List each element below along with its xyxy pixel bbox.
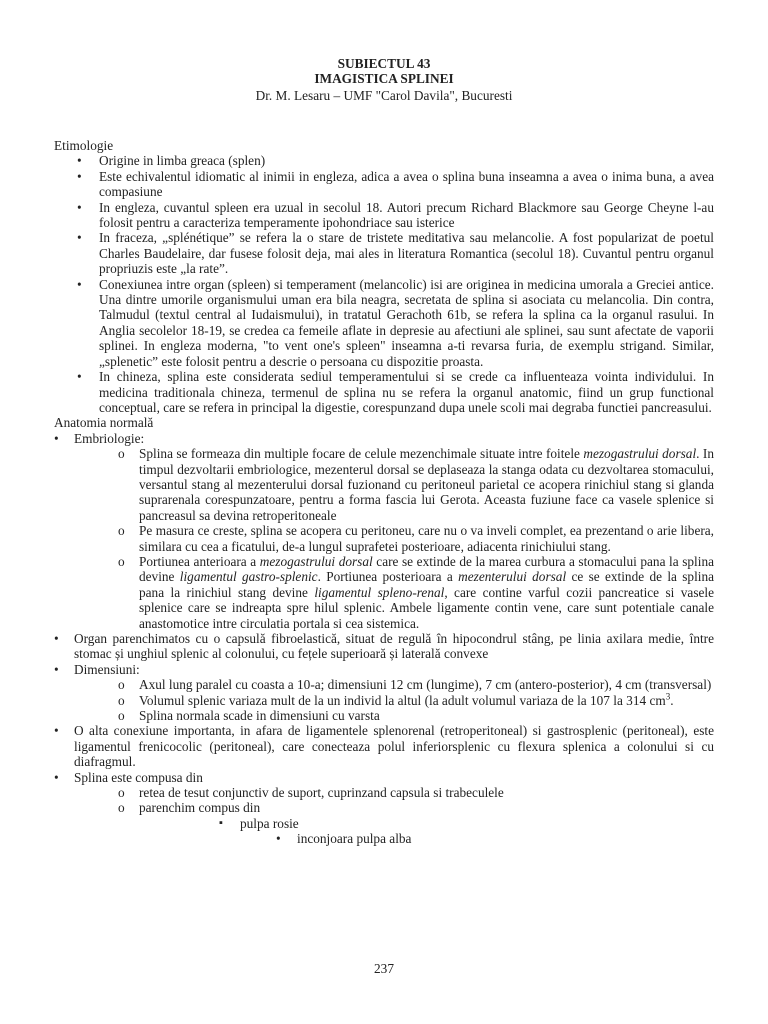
- anatomia-list: [54, 431, 714, 847]
- document-author: Dr. M. Lesaru – UMF "Carol Davila", Bucuresti: [255, 88, 513, 103]
- list-item: • Este echivalentul idiomatic al inimii in engleza, adica a avea o splina buna inseamna a avea o inima buna, a avea compasiune: [54, 169, 714, 200]
- compusa-label: Splina este compusa din: [74, 769, 203, 785]
- list-item-organ: • Organ parenchimatos cu o capsulă fibroelastică, situat de regulă în hipocondrul stâng, pe linia axilara medie, între stomac și unghiul splenic al colonului, cu fețele superioară și laterală convexe: [54, 631, 714, 662]
- list-item: • Conexiunea intre organ (spleen) si temperament (melancolic) isi are originea in medicina umorala a Greciei antice. Una dintre umorile organismului uman era bila neagra, secretata de splina si asociata cu melancolia. Din contra, Talmudul (textul central al Iudaismului), in tratatul Gerachoth 61b, se refera la splina ca la organul rasului. In Anglia secolelor 18-19, se credea ca femeile aflate in depresie au afectiuni ale splinei, sau sunt afectate de vaporii splinei. In engleza moderna, "to vent one's spleen" inseamna a-ti revarsa furia, de exemplu strigand. Similar, „splenetic” este folosit pentru a descrie o persoana cu dispozitie proasta.: [54, 277, 714, 369]
- list-item: o Splina se formeaza din multiple focare de celule mezenchimale situate intre foitele mezogastrului dorsal. In timpul dezvoltarii embriologice, mezenterul dorsal se deplaseaza la stanga odata cu dezvoltarea stomacului, versantul stang al mezenterului dorsal fuzionand cu peritoneul parietal ce acopera rinichiul stang si glanda suprarenala corespunzatoare, pentru a forma fascia lui Gerota. Aceasta fuziune face ca vasele splenice si pancreasul sa devina retroperitoneale: [118, 446, 714, 523]
- list-item: o Pe masura ce creste, splina se acopera cu peritoneu, care nu o va inveli complet, ea prezentand o arie libera, similara cu cea a ficatului, de-a lungul suprafetei posterioare, adiacenta rinichiului stang.: [118, 523, 714, 554]
- list-item: o Splina normala scade in dimensiuni cu varsta: [118, 708, 714, 723]
- embriologie-sublist: [118, 446, 714, 631]
- document-title: SUBIECTUL 43: [337, 56, 431, 71]
- list-item: o Volumul splenic variaza mult de la un individ la altul (la adult volumul variaza de la 107 la 314 $cm^3$.: [118, 693, 714, 708]
- parenchim-sublist: [219, 816, 714, 847]
- dimensiuni-sublist: [118, 677, 714, 723]
- list-item-compusa: [54, 770, 714, 847]
- list-item: o Portiunea anterioara a mezogastrului dorsal care se extinde de la marea curbura a stomacului pana la splina devine ligamentul gastro-splenic. Portiunea posterioara a mezenterului dorsal ce se extinde de la splina pana la rinichiul stang devine ligamentul spleno-renal, care contine varful cozii pancreatice si vasele splenice care se indreapta spre hilul splenic. Ambele ligamente contin vene, care sunt potentiale canale anastomotice intre circulatia portala si cea sistemica.: [118, 554, 714, 631]
- embriologie-label: Embriologie:: [74, 430, 145, 446]
- list-item: • Origine in limba greaca (splen): [54, 153, 714, 168]
- list-item: • In engleza, cuvantul spleen era uzual in secolul 18. Autori precum Richard Blackmore sau George Cheyne l-au folosit pentru a caracteriza temperamente ipohondriace sau isterice: [54, 200, 714, 231]
- list-item-embriologie: [54, 431, 714, 631]
- list-item: • In chineza, splina este considerata sediul temperamentului si se crede ca influenteaza vointa individului. In medicina traditionala chineza, termenul de splina nu se refera la organul anatomic, fiind un grup functional conceptual, care se refera in principal la digestie, corespunzand dupa unele scoli mai degraba functiei pancreasului.: [54, 369, 714, 415]
- list-item: o parenchim compus din ▪ pulpa rosie • inconjoara pulpa alba: [118, 800, 714, 846]
- list-item: o Axul lung paralel cu coasta a 10-a; dimensiuni 12 cm (lungime), 7 cm (antero-posterior), 4 cm (transversal): [118, 677, 714, 692]
- pulpa-sublist: [276, 831, 714, 846]
- list-item-dimensiuni: [54, 662, 714, 724]
- compusa-sublist: [118, 785, 714, 847]
- etimologie-list: [54, 153, 714, 415]
- list-item: ▪ pulpa rosie • inconjoara pulpa alba: [219, 816, 714, 847]
- list-item: • In fraceza, „splénétique” se refera la o stare de tristete meditativa sau melancolie. A fost popularizat de poetul Charles Baudelaire, dar fusese folosit deja, mai ales in literatura Romantica (secolul 18). Cuvantul pentru organul propriuzis este „la rate”.: [54, 230, 714, 276]
- page-number: 237: [374, 961, 394, 976]
- dimensiuni-label: Dimensiuni:: [74, 661, 140, 677]
- section-heading-etimologie: Etimologie: [54, 138, 114, 153]
- document-body: [54, 138, 714, 847]
- list-item: o retea de tesut conjunctiv de suport, cuprinzand capsula si trabeculele: [118, 785, 714, 800]
- section-heading-anatomia: Anatomia normală: [54, 415, 154, 431]
- list-item-conexiune: • O alta conexiune importanta, in afara de ligamentele splenorenal (retroperitoneal) si gastrosplenic (peritoneal), este ligamentul frenicocolic (peritoneal), care conecteaza polul inferiorsplenic cu flexura splenica a colonului si cu diafragmul.: [54, 723, 714, 769]
- document-subtitle: IMAGISTICA SPLINEI: [314, 71, 454, 86]
- list-item: • inconjoara pulpa alba: [276, 831, 714, 846]
